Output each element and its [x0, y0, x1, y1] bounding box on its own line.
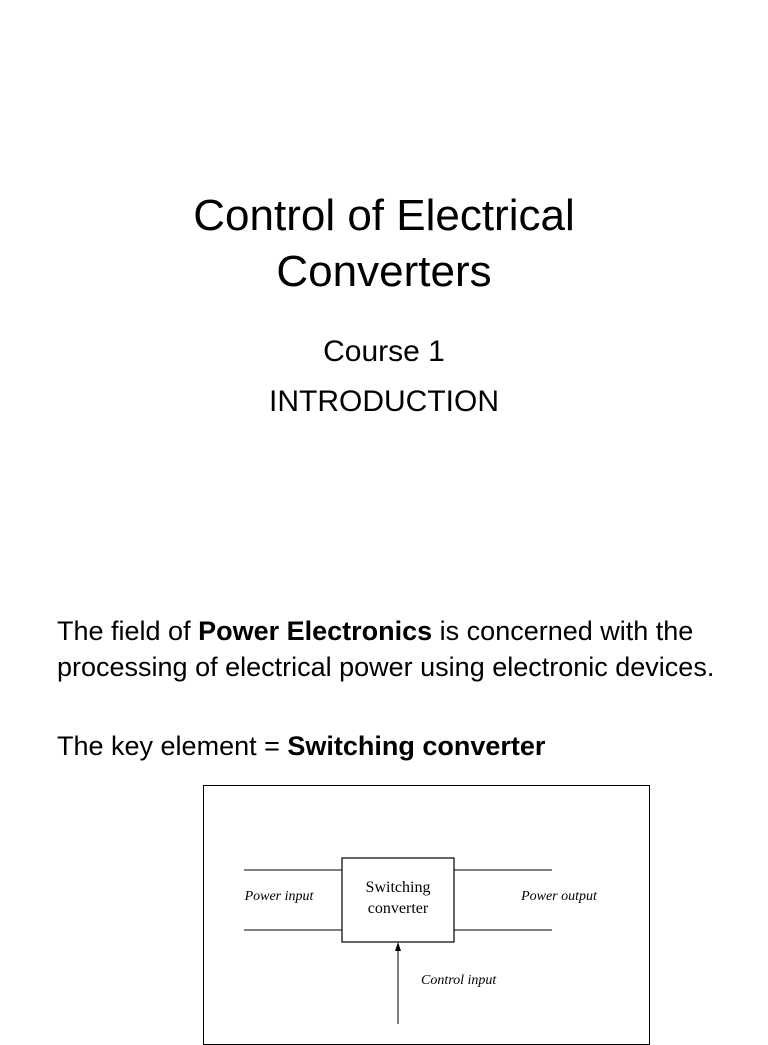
intro-text-end: is concerned with the processing of electrical power using electronic devices.	[57, 616, 715, 682]
title-line-2: Converters	[276, 247, 492, 296]
power-input-label: Power input	[244, 889, 314, 904]
power-electronics-term: Power Electronics	[198, 616, 433, 646]
title-line-1: Control of Electrical	[193, 191, 575, 240]
section-heading: INTRODUCTION	[269, 385, 499, 418]
course-number: Course 1	[323, 335, 445, 368]
box-label-line-1: Switching	[365, 879, 431, 896]
power-output-label: Power output	[521, 889, 597, 904]
box-label-line-2: converter	[367, 900, 429, 917]
control-input-label: Control input	[421, 973, 497, 988]
control-arrow-head-icon	[395, 942, 401, 951]
intro-text-start: The field of	[57, 616, 199, 646]
switching-converter-term: Switching converter	[287, 731, 546, 761]
key-element-text: The key element =	[57, 731, 288, 761]
